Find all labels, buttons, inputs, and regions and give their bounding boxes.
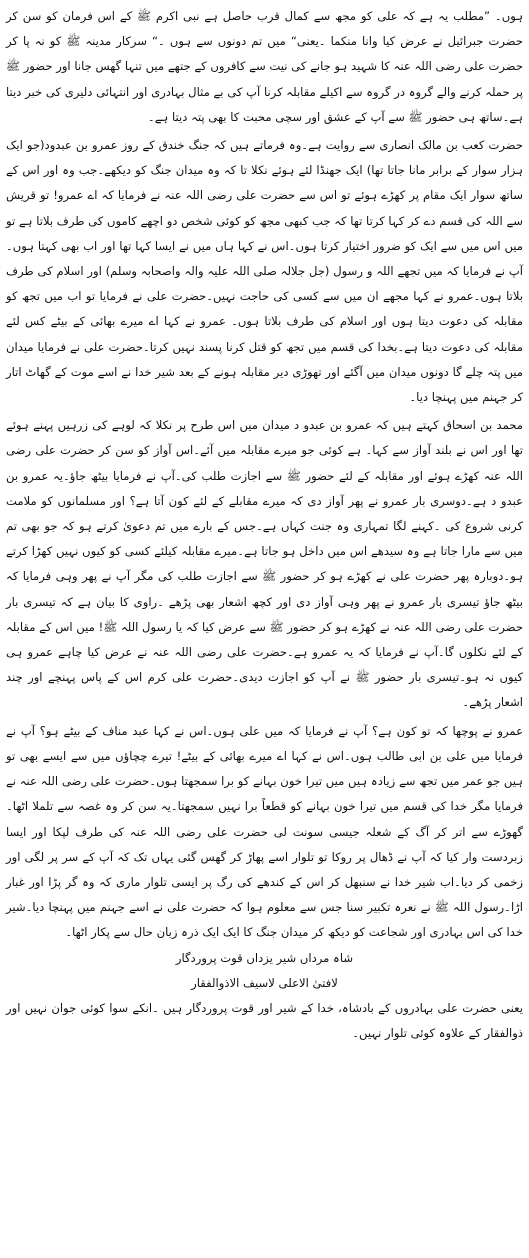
paragraph-intro: ہوں۔ ”مطلب یہ ہے کہ علی کو مجھ سے کمال قرب حاصل ہے نبی اکرم ﷺ کے اس فرمان کو سن کر حضرت جبرائیل نے عرض کیا وانا منکما ۔یعنی“ میں تم دونوں سے ہوں ۔“ سرکار مدینہ ﷺ کو نہ پا کر حضرت علی رضی اللہ عنہ کا شہید ہو جانے کی نیت سے کافروں کے جتھے میں تنہا گھس جانا اور حضور ﷺ پر حملہ کرنے والے گروہ در گروہ سے اکیلے مقابلہ کرنا آپ کی بے مثال بہادری اور انتہائی دلیری کی خبر دیتا ہے۔ساتھ ہی حضور ﷺ سے آپ کے عشق اور سچی محبت کا بھی پتہ دیتا ہے۔ — [6, 9, 523, 124]
verse-block — [6, 946, 523, 996]
paragraph-ibn-ishaq-narration: محمد بن اسحاق کہتے ہیں کہ عمرو بن عبدو د میدان میں اس طرح پر نکلا کہ لوہے کی زرہیں پہنے ہوئے تھا اور اس نے بلند آواز سے کہا۔ ہے کوئی جو میرے مقابلہ میں آئے۔اس آواز کو سن کر حضرت علی رضی اللہ عنہ کھڑے ہوئے اور مقابلہ کے لئے حضور ﷺ سے اجازت طلب کی۔آپ نے فرمایا بیٹھ جاؤ۔یہ عمرو بن عبدو د ہے۔دوسری بار عمرو نے پھر آواز دی کہ میرے مقابلے کے لئے کون آتا ہے؟ اور مسلمانوں کو ملامت کرنی شروع کی ۔کہنے لگا تمہاری وہ جنت کہاں ہے۔جس کے بارے میں تم دعویٰ کرتے ہو کہ جو بھی تم میں سے مارا جاتا ہے وہ سیدھے اس میں داخل ہو جاتا ہے۔میرے مقابلہ کیلئے کسی کو کیوں نہیں کھڑا کرتے ہو۔دوبارہ پھر حضرت علی نے کھڑے ہو کر حضور ﷺ سے اجازت طلب کی مگر آپ نے پھر وہی فرمایا کہ بیٹھ جاؤ تیسری بار عمرو نے پھر وہی آواز دی اور کچھ اشعار بھی پڑھے ۔راوی کا بیان ہے کہ تیسری بار حضرت علی رضی اللہ عنہ نے کھڑے ہو کر حضور ﷺ سے عرض کیا کہ یا رسول اللہ ﷺ! میں اس کے مقابلہ کے لئے نکلوں گا۔آپ نے فرمایا کہ یہ عمرو ہے۔حضرت علی رضی اللہ عنہ نے عرض کیا چاہے عمرو ہی کیوں نہ ہو۔تیسری بار حضور ﷺ نے آپ کو اجازت دیدی۔حضرت علی کرم اس کے پاس پہنچے اور چند اشعار پڑھے۔ — [6, 418, 523, 710]
paragraph-closing: یعنی حضرت علی بہادروں کے بادشاہ، خدا کے شیر اور قوت پروردگار ہیں ۔انکے سوا کوئی جوان نہیں اور ذوالفقار کے علاوہ کوئی تلوار نہیں۔ — [6, 1000, 523, 1041]
verse-line-2: لافتیٰ الاعلی لاسیف الاذوالفقار — [191, 975, 338, 990]
paragraph-kaab-narration: حضرت کعب بن مالک انصاری سے روایت ہے۔وہ فرماتے ہیں کہ جنگ خندق کے روز عمرو بن عبدود(جو ایک ہزار سوار کے برابر مانا جاتا تھا) ایک جھنڈا لئے ہوئے نکلا تا کہ وہ میدان جنگ کو دیکھے۔جب وہ اور اس کے ساتھ سوار ایک مقام پر کھڑے ہوئے تو اس سے حضرت علی رضی اللہ عنہ نے فرمایا کہ اے عمرو! تو قریش سے اللہ کی قسم دے کر کہا کرتا تھا کہ جب کبھی مجھ کو کوئی شخص دو اچھے کاموں کی طرف بلاتا ہے تو میں اس میں سے ایک کو ضرور اختیار کرتا ہوں۔اس نے کہا ہاں میں نے ایسا کہا تھا اور اب بھی کہتا ہوں۔آپ نے فرمایا کہ میں تجھے اللہ و رسول (جل جلالہ صلی اللہ علیہ والہ واصحابہ وسلم) اور اسلام کی طرف بلاتا ہوں۔عمرو نے کہا مجھے ان میں سے کسی کی حاجت نہیں۔حضرت علی نے فرمایا تو اب میں تجھ کو مقابلہ کی دعوت دیتا ہوں اور اسلام کی طرف بلاتا ہوں۔ عمرو نے کہا اے میرے بھائی کے بیٹے کس لئے مقابلہ کی دعوت دیتا ہے۔بخدا کی قسم میں تجھ کو قتل کرنا پسند نہیں کرتا۔حضرت علی نے فرمایا میدان میں پتہ چلے گا دونوں میدان میں آگئے اور تھوڑی دیر مقابلہ ہونے کے بعد شیر خدا نے اسے موت کے گھاٹ اتار کر جہنم میں پہنچا دیا۔ — [6, 138, 523, 405]
verse-line-1: شاہ مرداں شیر یزداں قوت پروردگار — [175, 950, 354, 965]
paragraph-duel: عمرو نے پوچھا کہ تو کون ہے؟ آپ نے فرمایا کہ میں علی ہوں۔اس نے کہا عبد مناف کے بیٹے ہو؟ آپ نے فرمایا میں علی بن ابی طالب ہوں۔اس نے کہا اے میرے بھائی کے بیٹے! تیرے چچاؤں میں سے ایسے بھی تو ہیں جو عمر میں تجھ سے زیادہ ہیں میں تیرا خون بہانے کو برا سمجھتا ہوں۔حضرت علی رضی اللہ عنہ نے فرمایا مگر خدا کی قسم میں تیرا خون بہانے کو قطعاً برا نہیں سمجھتا۔یہ سن کر وہ غصہ سے تلملا اٹھا۔گھوڑے سے اتر کر آگ کے شعلہ جیسی سونت لی حضرت علی رضی اللہ عنہ کی طرف لپکا اور ایسا زبردست وار کیا کہ آپ نے ڈھال پر روکا تو تلوار اسے پھاڑ کر گھس گئی یہاں تک کہ آپ کے سر پر لگی اور زخمی کر دیا۔اب شیر خدا نے سنبھل کر اس کے کندھے کی رگ پر ایسی تلوار ماری کہ وہ گر پڑا اور غبار اڑا۔رسول اللہ ﷺ نے نعرہ تکبیر سنا جس سے معلوم ہوا کہ حضرت علی نے اسے جہنم میں پہنچا دیا۔شیر خدا کی اس بہادری اور شجاعت کو دیکھ کر میدان جنگ کا ایک ایک ذرہ زبان حال سے پکار اٹھا۔ — [6, 723, 523, 940]
